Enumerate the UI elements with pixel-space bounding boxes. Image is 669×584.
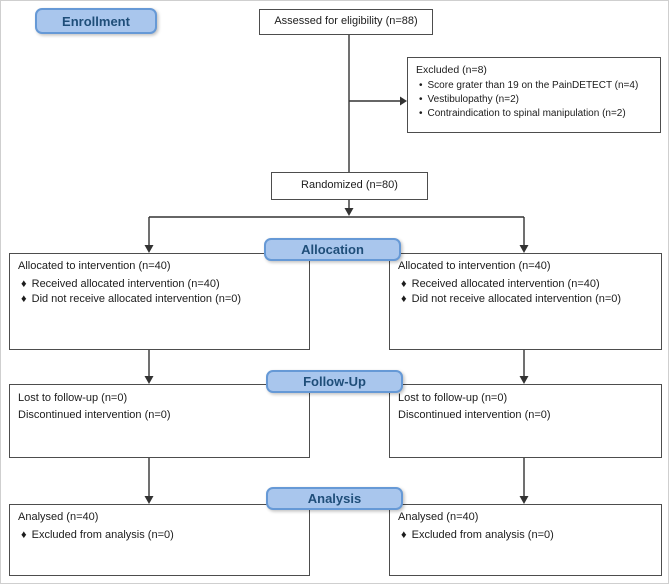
diamond-bullet-icon: ♦ [401,528,407,541]
stage-label-enrollment [35,8,157,34]
follow-up-right-line: Discontinued intervention (n=0) [398,409,551,422]
diamond-bullet-icon: ♦ [21,293,27,306]
excluded-box [407,57,661,133]
diamond-bullet-icon: ♦ [21,277,27,290]
allocation-right-title: Allocated to intervention (n=40) [398,260,551,272]
dot-bullet-icon: • [419,108,423,120]
diamond-bullet-icon: ♦ [21,528,27,541]
dot-bullet-icon: • [419,80,423,92]
allocation-left-item-text: Received allocated intervention (n=40) [31,277,220,290]
analysis-right-title: Analysed (n=40) [398,511,479,523]
diamond-bullet-icon: ♦ [401,293,407,306]
randomized-text: Randomized (n=80) [301,179,398,192]
follow-up-left-box [9,384,310,458]
stage-label-follow-up-text: Follow-Up [303,374,366,389]
excluded-item [416,93,652,107]
allocation-right-item-text: Received allocated intervention (n=40) [411,277,600,290]
allocation-left-item [18,292,301,307]
diamond-bullet-icon: ♦ [401,277,407,290]
excluded-item [416,79,652,93]
assessed-eligibility-text: Assessed for eligibility (n=88) [274,15,418,28]
analysis-right-item [398,528,653,543]
stage-label-allocation-text: Allocation [301,242,364,257]
analysis-left-item-text: Excluded from analysis (n=0) [31,528,174,541]
randomized-box [271,172,428,200]
stage-label-follow-up [266,370,403,393]
analysis-right-box [389,504,662,576]
excluded-title: Excluded (n=8) [416,64,487,76]
allocation-left-box [9,253,310,350]
assessed-eligibility-box [259,9,433,35]
allocation-right-box [389,253,662,350]
stage-label-allocation [264,238,401,261]
allocation-left-item [18,277,301,292]
analysis-left-item [18,528,301,543]
excluded-item-text: Vestibulopathy (n=2) [427,94,519,106]
follow-up-left-line: Discontinued intervention (n=0) [18,409,171,422]
follow-up-right-box [389,384,662,458]
allocation-left-title: Allocated to intervention (n=40) [18,260,171,272]
allocation-right-item [398,292,653,307]
allocation-right-item-text: Did not receive allocated intervention (n=0) [411,293,622,306]
excluded-item-text: Score grater than 19 on the PainDETECT (n=4) [427,80,639,92]
analysis-right-item-text: Excluded from analysis (n=0) [411,528,554,541]
dot-bullet-icon: • [419,94,423,106]
allocation-right-item [398,277,653,292]
follow-up-left-line: Lost to follow-up (n=0) [18,392,128,404]
follow-up-right-line: Lost to follow-up (n=0) [398,392,508,404]
excluded-item [416,107,652,121]
stage-label-enrollment-text: Enrollment [62,13,130,29]
excluded-item-text: Contraindication to spinal manipulation (n=2) [427,108,626,120]
stage-label-analysis-text: Analysis [307,491,362,506]
analysis-left-title: Analysed (n=40) [18,511,99,523]
analysis-left-box [9,504,310,576]
allocation-left-item-text: Did not receive allocated intervention (n=0) [31,293,242,306]
stage-label-analysis [266,487,403,510]
